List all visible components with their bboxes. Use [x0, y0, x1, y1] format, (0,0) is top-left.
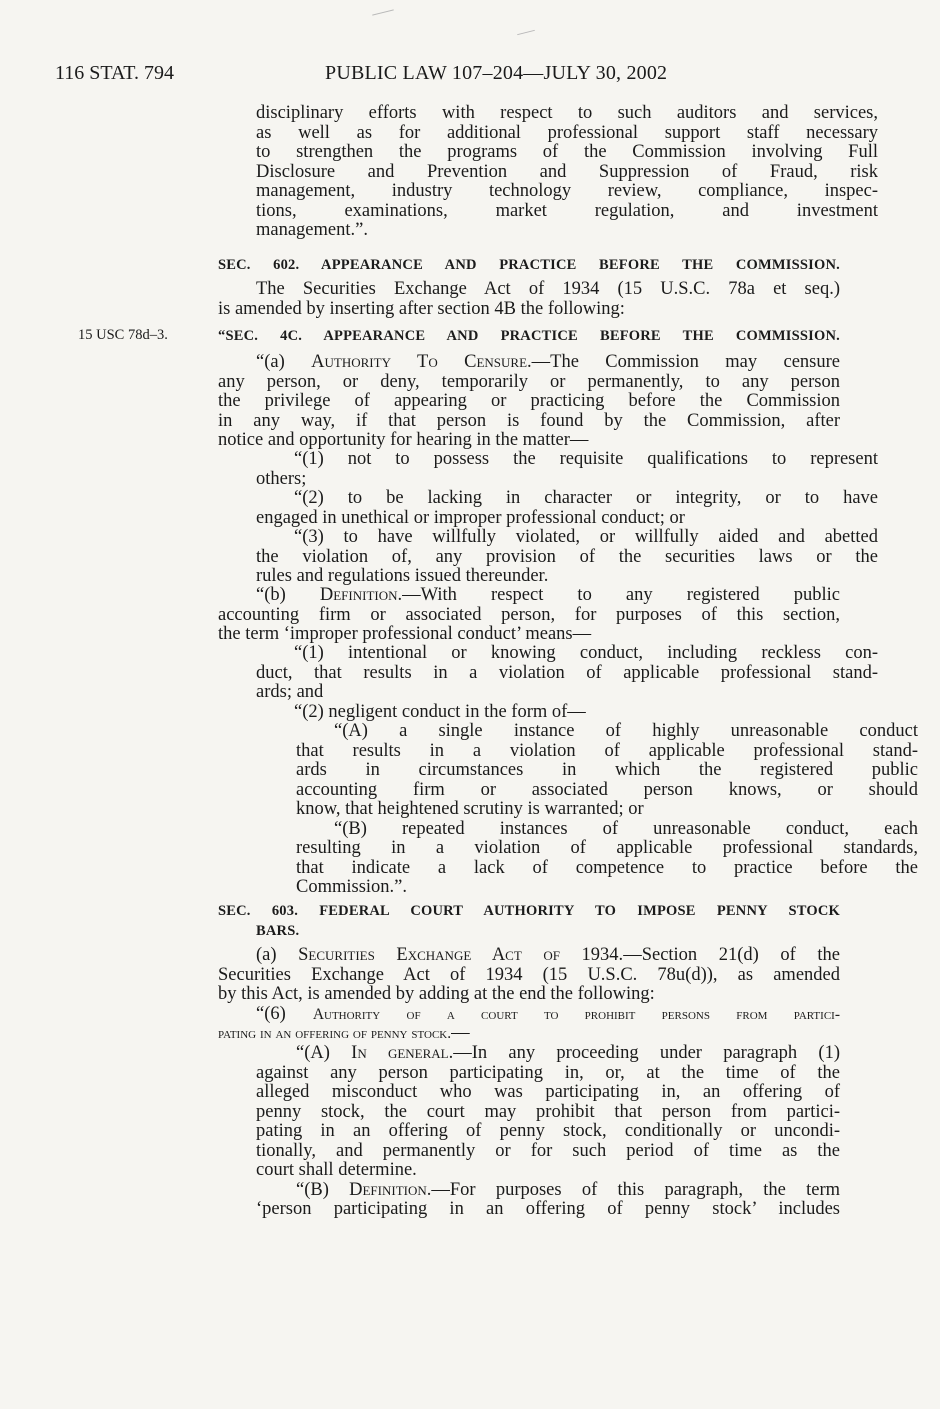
text-line: pating in an offering of penny stock, conditionally or uncondi-: [256, 1121, 840, 1141]
subsection-first-line: (a) Securities Exchange Act of 1934.—Section 21(d) of the: [256, 945, 840, 965]
subsection-b: [218, 586, 840, 645]
text-line: “(2) to be lacking in character or integrity, or to have: [294, 488, 878, 508]
text-line: management.”.: [256, 220, 368, 240]
text-line: penny stock, the court may prohibit that person from partici-: [256, 1101, 840, 1122]
subparagraph-first-line: “(A) In general.—In any proceeding under paragraph (1): [296, 1043, 840, 1063]
subparagraph-B-body: [218, 1200, 840, 1220]
text-line: accounting firm or associated person, for purposes of this section,: [218, 604, 840, 625]
text-line: management, industry technology review, compliance, inspec-: [256, 181, 878, 201]
text-line: “(1) not to possess the requisite qualifications to represent: [294, 449, 878, 469]
text-line: ards; and: [256, 682, 324, 702]
text-line: disciplinary efforts with respect to such auditors and services,: [256, 103, 878, 123]
text-line: “(A) a single instance of highly unreasonable conduct: [334, 721, 918, 741]
text-line: ‘person participating in an offering of penny stock’ includes: [256, 1199, 840, 1219]
paragraph-6-heading: “(6) Authority of a court to prohibit persons from partici-: [256, 1003, 840, 1024]
text-line: The Securities Exchange Act of 1934 (15 U.S.C. 78a et seq.): [256, 279, 840, 299]
scan-mark: [372, 9, 394, 15]
section-heading-603: [218, 902, 840, 941]
text-line: that results in a violation of applicable professional stand-: [296, 740, 918, 761]
text-line: notice and opportunity for hearing in the matter—: [218, 430, 589, 450]
paragraph-a1-body: [218, 450, 878, 587]
text-line: engaged in unethical or improper professional conduct; or: [256, 507, 685, 528]
text-line: the violation of, any provision of the securities laws or the: [256, 546, 878, 567]
text-line: “(2) negligent conduct in the form of—: [294, 701, 586, 722]
text-line: any person, or deny, temporarily or permanently, to any person: [218, 371, 840, 392]
subsection-b-first-line: “(b) Definition.—With respect to any registered public: [256, 585, 840, 605]
paragraph-b1: [218, 644, 878, 722]
text-line: Disclosure and Prevention and Suppression of Fraud, risk: [256, 161, 878, 182]
text-line: BARS.: [256, 922, 300, 939]
text-line: court shall determine.: [256, 1160, 417, 1180]
text-line: “(1) intentional or knowing conduct, including reckless con-: [294, 643, 878, 663]
text-line: Commission.”.: [296, 877, 408, 897]
paragraph-6-heading-cont: pating in an offering of penny stock.—: [218, 1023, 470, 1043]
subsection-a: [218, 353, 840, 451]
text-line: resulting in a violation of applicable professional standards,: [296, 838, 918, 858]
text-line: “(B) repeated instances of unreasonable conduct, each: [334, 818, 918, 839]
text-line: Securities Exchange Act of 1934 (15 U.S.C. 78u(d)), as amended: [218, 964, 840, 985]
text-line: alleged misconduct who was participating in, an offering of: [256, 1082, 840, 1102]
scan-mark: [517, 30, 535, 35]
text-line: is amended by inserting after section 4B the following:: [218, 298, 625, 319]
section-602-intro: [218, 280, 840, 319]
text-line: “(3) to have willfully violated, or willfully aided and abetted: [294, 527, 878, 547]
text-line: by this Act, is amended by adding at the end the following:: [218, 984, 655, 1004]
subparagraph-b2A: [218, 722, 918, 898]
text-line: duct, that results in a violation of applicable professional stand-: [256, 662, 878, 683]
subsection-a-first-line: “(a) Authority To Censure.—The Commission may censure: [256, 352, 840, 372]
section-heading-602: SEC. 602. APPEARANCE AND PRACTICE BEFORE THE COMMISSION.: [218, 257, 840, 273]
text-line: others;: [256, 468, 307, 489]
text-line: the term ‘improper professional conduct’ means—: [218, 624, 592, 644]
margin-citation: 15 USC 78d–3.: [78, 327, 168, 343]
text-line: to strengthen the programs of the Commission involving Full: [256, 142, 878, 162]
text-line: tions, examinations, market regulation, and investment: [256, 200, 878, 221]
text-line: as well as for additional professional support staff necessary: [256, 122, 878, 143]
subparagraph-B-first-line: “(B) Definition.—For purposes of this paragraph, the term: [296, 1179, 841, 1200]
text-line: tionally, and permanently or for such period of time as the: [256, 1140, 840, 1161]
running-header: [55, 62, 845, 88]
running-title: PUBLIC LAW 107–204—JULY 30, 2002: [325, 62, 668, 84]
text-line: that indicate a lack of competence to practice before the: [296, 857, 918, 878]
section-603-subsection-a: [218, 946, 840, 1044]
page-number: 116 STAT. 794: [55, 62, 174, 84]
section-heading-4c: “SEC. 4C. APPEARANCE AND PRACTICE BEFORE THE COMMISSION.: [218, 328, 840, 344]
text-line: rules and regulations issued thereunder.: [256, 566, 549, 586]
subparagraph-6A: [218, 1044, 840, 1220]
text-line: accounting firm or associated person knows, or should: [296, 779, 918, 800]
paragraph-continuation: [218, 104, 878, 241]
text-line: against any person participating in, or, at the time of the: [256, 1062, 840, 1083]
text-line: know, that heightened scrutiny is warranted; or: [296, 799, 644, 819]
text-line: SEC. 603. FEDERAL COURT AUTHORITY TO IMPOSE PENNY STOCK: [218, 903, 840, 919]
text-line: ards in circumstances in which the registered public: [296, 760, 918, 780]
text-line: the privilege of appearing or practicing before the Commission: [218, 391, 840, 411]
subparagraph-body: [218, 1064, 840, 1181]
text-line: in any way, if that person is found by the Commission, after: [218, 410, 840, 431]
